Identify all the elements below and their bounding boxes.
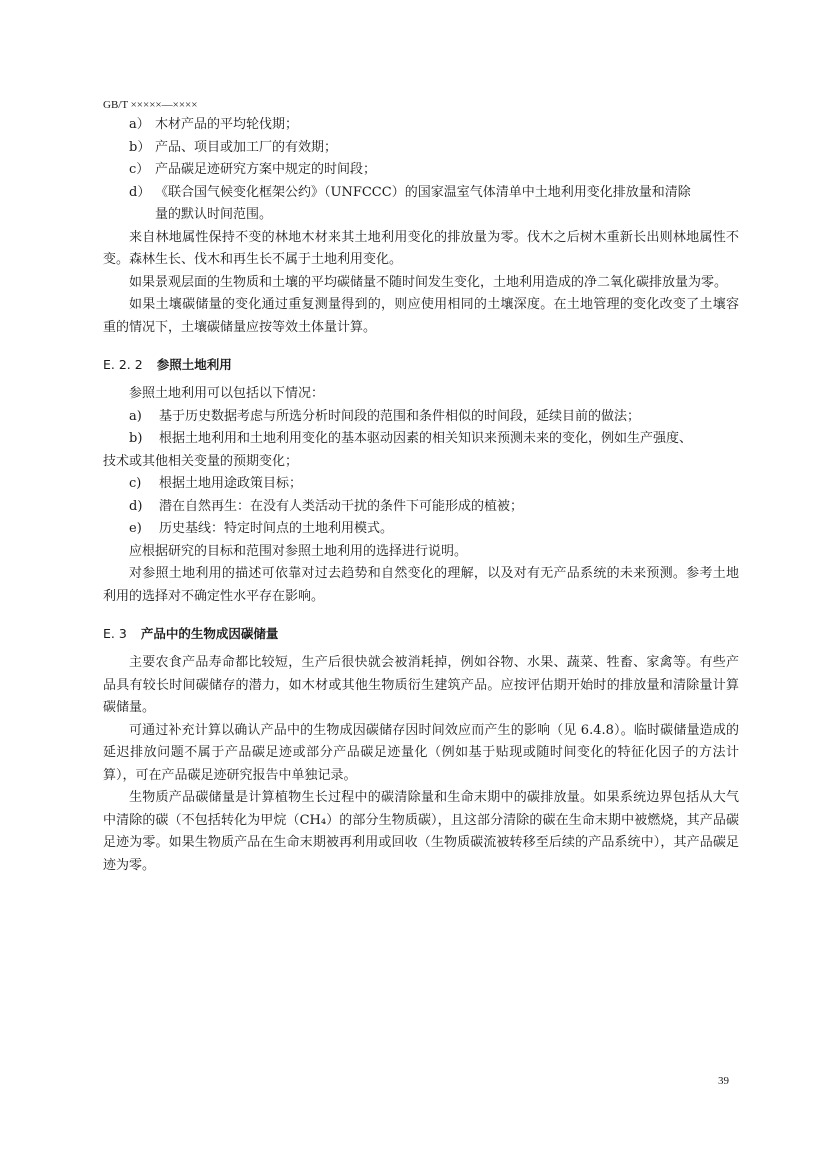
- list-item: [103, 428, 739, 451]
- section-number: E. 3: [103, 626, 127, 641]
- paragraph: 参照土地利用可以包括以下情况：: [129, 386, 325, 401]
- section-number: E. 2. 2: [103, 357, 143, 372]
- list-item-text: 《联合国气候变化框架公约》（UNFCCC）的国家温室气体清单中土地利用变化排放量和清除: [155, 184, 691, 200]
- list-item-text: 潜在自然再生：在没有人类活动干扰的条件下可能形成的植被；: [159, 498, 524, 514]
- list-item: [103, 182, 739, 205]
- section-title: 产品中的生物成因碳储量: [140, 626, 279, 641]
- list-item-label: d）: [129, 184, 151, 200]
- section-heading-e3: [103, 623, 739, 645]
- list-item-text: 产品碳足迹研究方案中规定的时间段；: [155, 162, 377, 177]
- list-item-label: a): [129, 408, 142, 424]
- list-item-label: e): [129, 521, 142, 536]
- paragraph: 主要农食产品寿命都比较短，生产后很快就会被消耗掉，例如谷物、水果、蔬菜、牲畜、家禽等。有些产品具有较长时间碳储存的潜力，如木材或其他生物质衍生建筑产品。应按评估期开始时的排放量和清除量计算碳储量。: [103, 655, 739, 715]
- list-item-label: c): [129, 476, 142, 491]
- list-item-text: 木材产品的平均轮伐期；: [155, 117, 299, 132]
- list-item: [103, 137, 739, 160]
- list-item: [103, 114, 739, 137]
- list-item: [103, 406, 739, 429]
- list-item-text: 根据土地利用和土地利用变化的基本驱动因素的相关知识来预测未来的变化，例如生产强度、: [159, 431, 693, 446]
- list-item-continuation: 技术或其他相关变量的预期变化；: [103, 453, 299, 469]
- standard-code-header: GB/T ×××××—××××: [103, 99, 198, 111]
- section-heading-e22: [103, 354, 739, 376]
- list-item-text: 产品、项目或加工厂的有效期；: [155, 139, 338, 155]
- list-item-label: b）: [129, 139, 151, 155]
- list-item: [103, 518, 739, 541]
- paragraph: 可通过补充计算以确认产品中的生物成因碳储存因时间效应而产生的影响（见 6.4.8）。临时碳储量造成的延迟排放问题不属于产品碳足迹或部分产品碳足迹量化（例如基于贴现或随时间变化的特征化因子的方法计算），可在产品碳足迹研究报告中单独记录。: [103, 722, 739, 783]
- list-item-continuation: 量的默认时间范围。: [155, 207, 273, 222]
- list-item-text: 历史基线：特定时间点的土地利用模式。: [159, 521, 394, 536]
- list-item-label: c）: [129, 162, 150, 177]
- page-content: [103, 114, 739, 877]
- list-item-label: a）: [129, 117, 150, 132]
- list-item: [103, 159, 739, 182]
- list-item-label: d): [129, 498, 143, 514]
- list-item: [103, 473, 739, 496]
- list-item-text: 基于历史数据考虑与所选分析时间段的范围和条件相似的时间段，延续目前的做法；: [159, 408, 641, 424]
- list-item-text: 根据土地用途政策目标；: [159, 476, 303, 491]
- paragraph: 如果景观层面的生物质和土壤的平均碳储量不随时间发生变化，土地利用造成的净二氧化碳排放量为零。: [129, 274, 728, 290]
- paragraph: 对参照土地利用的描述可依靠对过去趋势和自然变化的理解，以及对有无产品系统的未来预测。参考土地利用的选择对不确定性水平存在影响。: [103, 566, 739, 604]
- paragraph: 如果土壤碳储量的变化通过重复测量得到的，则应使用相同的土壤深度。在土地管理的变化改变了土壤容重的情况下，土壤碳储量应按等效土体量计算。: [103, 297, 739, 335]
- list-item-label: b): [129, 431, 143, 446]
- section-title: 参照土地利用: [156, 357, 232, 372]
- paragraph: 来自林地属性保持不变的林地木材来其土地利用变化的排放量为零。伐木之后树木重新长出则林地属性不变。森林生长、伐木和再生长不属于土地利用变化。: [103, 229, 739, 267]
- page-number: 39: [718, 1075, 729, 1087]
- paragraph: 应根据研究的目标和范围对参照土地利用的选择进行说明。: [129, 543, 468, 559]
- list-item: [103, 496, 739, 519]
- paragraph: 生物质产品碳储量是计算植物生长过程中的碳清除量和生命末期中的碳排放量。如果系统边界包括从大气中清除的碳（不包括转化为甲烷（CH₄）的部分生物质碳），且这部分清除的碳在生命末期中被燃烧，其产品碳足迹为零。如果生物质产品在生命末期被再利用或回收（生物质碳流被转移至后续的产品系统中），其产品碳足迹为零。: [103, 790, 739, 873]
